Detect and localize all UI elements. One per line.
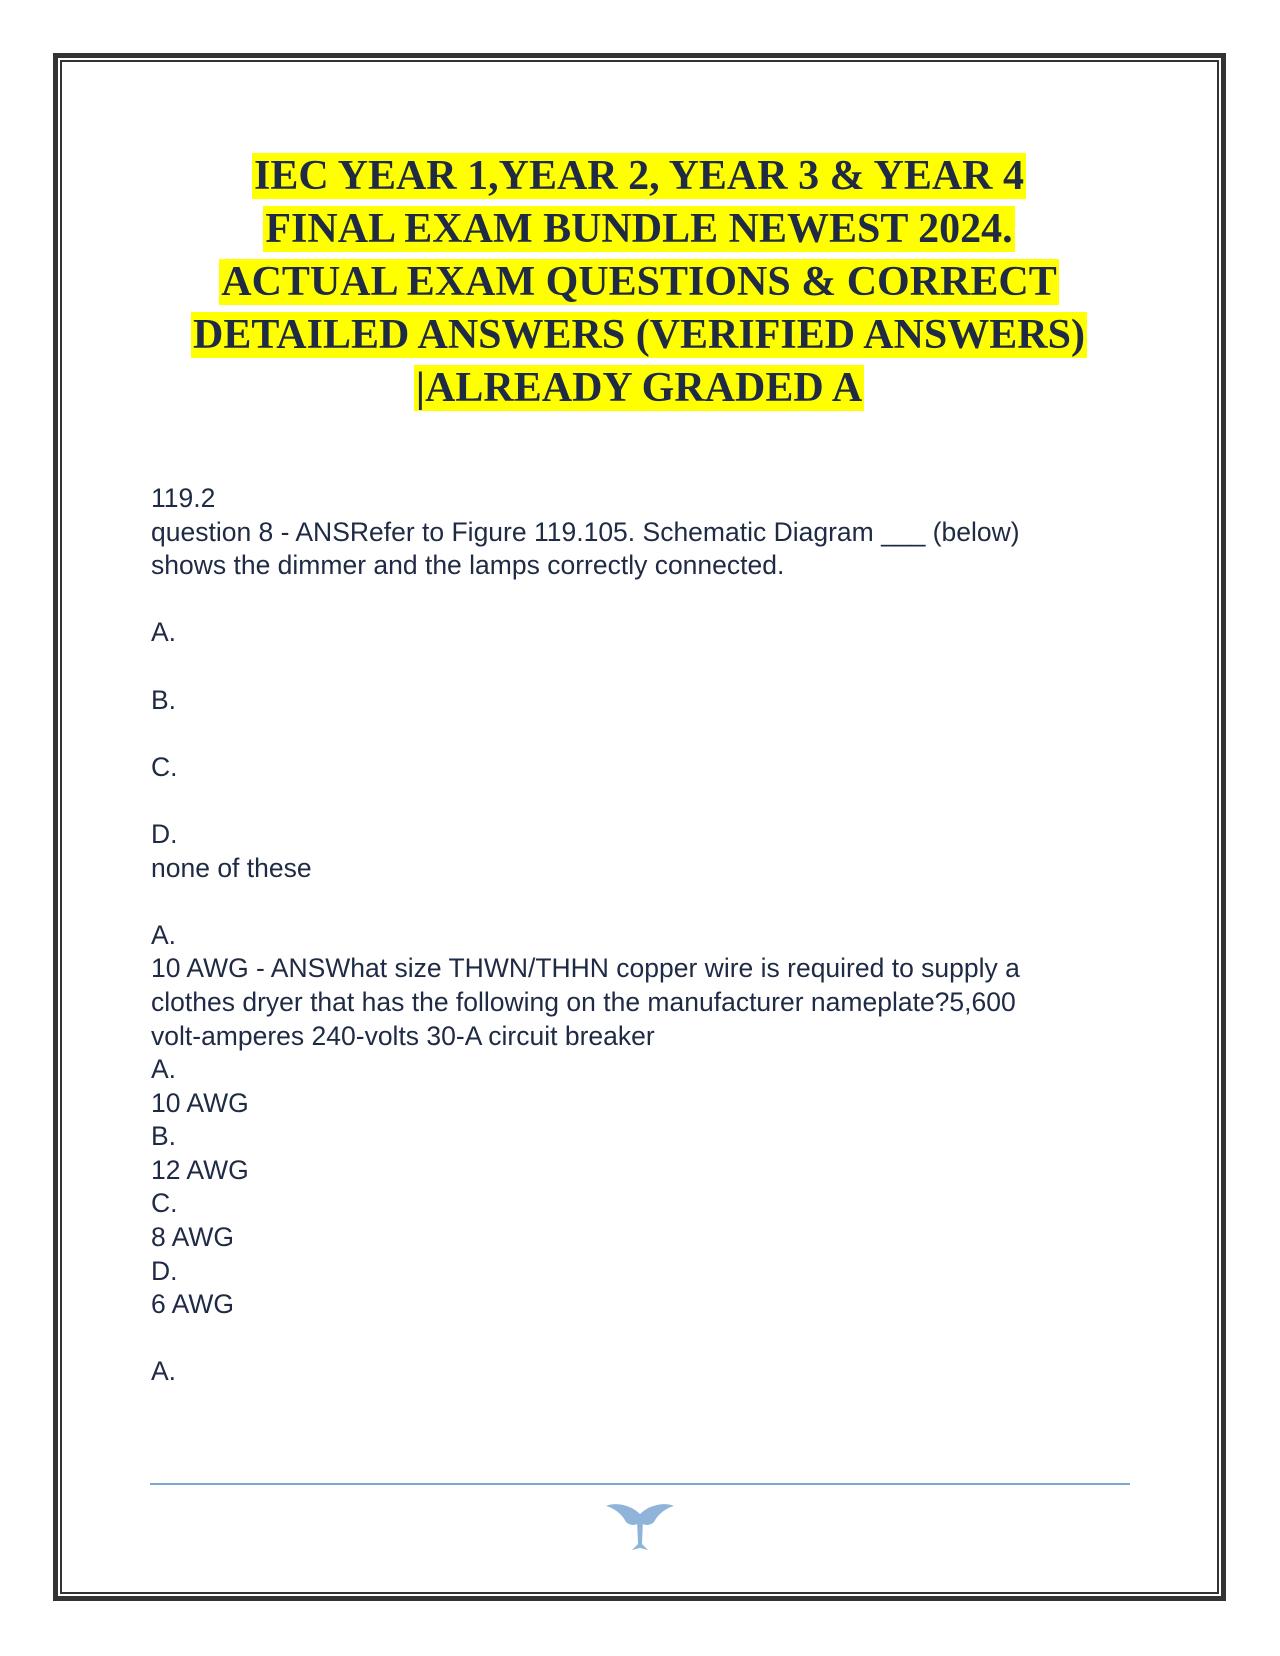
title-line: |ALREADY GRADED A bbox=[415, 365, 863, 411]
body-line: 10 AWG bbox=[151, 1087, 249, 1118]
body-line: C. bbox=[151, 1188, 178, 1219]
body-line: A. bbox=[151, 1054, 177, 1085]
body-line: shows the dimmer and the lamps correctly connected. bbox=[151, 550, 785, 581]
body-line: A. bbox=[151, 617, 177, 648]
blank-line bbox=[151, 583, 1131, 617]
title-line: ACTUAL EXAM QUESTIONS & CORRECT bbox=[221, 259, 1057, 305]
body-line: D. bbox=[151, 818, 178, 849]
title-line: DETAILED ANSWERS (VERIFIED ANSWERS) bbox=[193, 312, 1085, 358]
body-line: clothes dryer that has the following on the manufacturer nameplate?5,600 bbox=[151, 986, 1016, 1017]
title-line: FINAL EXAM BUNDLE NEWEST 2024. bbox=[265, 206, 1013, 252]
body-line: 10 AWG - ANSWhat size THWN/THHN copper wire is required to supply a bbox=[151, 953, 1020, 984]
bird-ornament-icon bbox=[600, 1500, 680, 1556]
title-line: IEC YEAR 1,YEAR 2, YEAR 3 & YEAR 4 bbox=[253, 153, 1025, 199]
document-title bbox=[148, 150, 1130, 415]
body-line: B. bbox=[151, 1121, 177, 1152]
blank-line bbox=[151, 717, 1131, 751]
blank-line bbox=[151, 784, 1131, 818]
body-line: C. bbox=[151, 751, 178, 782]
body-line: volt-amperes 240-volts 30-A circuit breaker bbox=[151, 1020, 655, 1051]
blank-line bbox=[151, 650, 1131, 684]
blank-line bbox=[151, 885, 1131, 919]
body-line: A. bbox=[151, 919, 177, 950]
body-line: D. bbox=[151, 1255, 178, 1286]
body-line: none of these bbox=[151, 852, 312, 883]
body-line: B. bbox=[151, 684, 177, 715]
body-line: 12 AWG bbox=[151, 1154, 249, 1185]
document-body bbox=[151, 482, 1131, 1389]
body-line: A. bbox=[151, 1356, 177, 1387]
body-line: 119.2 bbox=[151, 483, 216, 513]
body-line: question 8 - ANSRefer to Figure 119.105. Schematic Diagram ___ (below) bbox=[151, 516, 1020, 547]
footer-divider bbox=[150, 1483, 1130, 1485]
body-line: 6 AWG bbox=[151, 1289, 234, 1320]
body-line: 8 AWG bbox=[151, 1222, 234, 1253]
blank-line bbox=[151, 1322, 1131, 1356]
